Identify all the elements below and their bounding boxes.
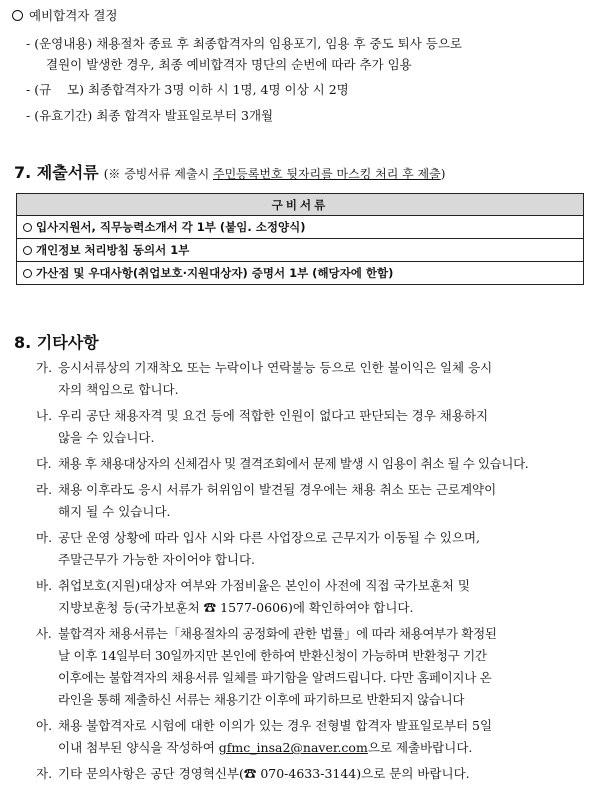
reserve-line-text: 결원이 발생한 경우, 최종 예비합격자 명단의 순번에 따라 추가 임용 — [46, 57, 412, 72]
list-item: 아. 채용 불합격자로 시험에 대한 이의가 있는 경우 전형별 합격자 발표일로부터 5일 — [36, 718, 493, 733]
circle-bullet-icon — [23, 269, 32, 278]
list-item: 나. 우리 공단 채용자격 및 요건 등에 적합한 인원이 없다고 판단되는 경우 채용하지 — [36, 408, 489, 423]
list-item: 사. 불합격자 채용서류는「채용절차의 공정화에 관한 법률」에 따라 채용여부가 확정된 — [36, 626, 497, 641]
list-item: 마. 공단 운영 상황에 따라 입사 시와 다른 사업장으로 근무지가 이동될 수 있으며, — [36, 530, 481, 545]
circle-bullet-icon — [12, 10, 23, 21]
table-row: 입사지원서, 직무능력소개서 각 1부 (붙임. 소정양식) — [17, 216, 584, 239]
list-item: 라. 채용 이후라도 응시 서류가 허위임이 발견될 경우에는 채용 취소 또는 근로계약이 — [36, 482, 497, 497]
table-row: 가산점 및 우대사항(취업보호·지원대상자) 증명서 1부 (해당자에 한함) — [17, 262, 584, 285]
email-link[interactable]: gfmc_insa2@naver.com — [218, 740, 368, 755]
list-item-cont: 않을 수 있습니다. — [58, 430, 155, 445]
reserve-line-text: 채용절차 종료 후 최종합격자의 임용포기, 임용 후 중도 퇴사 등으로 — [96, 36, 463, 51]
list-item: 다. 채용 후 채용대상자의 신체검사 및 결격조회에서 문제 발생 시 임용이 취소 될 수 있습니다. — [36, 456, 529, 471]
section8-title: 8. 기타사항 — [14, 333, 99, 352]
section7-heading — [14, 160, 445, 183]
circle-bullet-icon — [23, 223, 32, 232]
list-item-cont: 주말근무가 가능한 자이어야 합니다. — [58, 552, 256, 567]
reserve-line-text: 최종합격자가 3명 이하 시 1명, 4명 이상 시 2명 — [87, 82, 349, 97]
reserve-line — [26, 34, 462, 54]
table-header: 구비서류 — [17, 194, 584, 216]
list-item-cont: 자의 책임으로 합니다. — [58, 382, 179, 397]
section7-title: 7. 제출서류 — [14, 163, 99, 182]
section7-note: (※ 증빙서류 제출시 주민등록번호 뒷자리를 마스킹 처리 후 제출) — [103, 167, 446, 181]
reserve-line-text: 최종 합격자 발표일로부터 3개월 — [96, 108, 274, 123]
list-item-cont: 날 이후 14일부터 30일까지만 본인에 한하여 반환신청이 가능하며 반환청구 기간 — [58, 648, 487, 663]
list-item-cont: 라인을 통해 제출하신 서류는 채용기간 이후에 파기하므로 반환되지 않습니다 — [58, 692, 465, 707]
reserve-line-label: - (유효기간) — [26, 108, 93, 123]
reserve-line-label: - (규 모) — [26, 82, 84, 97]
list-item-cont: 해지 될 수 있습니다. — [58, 504, 171, 519]
section8-list — [36, 357, 528, 785]
list-item-cont: 이내 첨부된 양식을 작성하여 gfmc_insa2@naver.com으로 제출바랍니다. — [58, 740, 473, 755]
reserve-line — [26, 80, 349, 100]
list-item: 바. 취업보호(지원)대상자 여부와 가점비율은 본인이 사전에 직접 국가보훈처 및 — [36, 578, 470, 593]
reserve-title-row — [12, 6, 118, 26]
list-item-cont: 이후에는 불합격자의 채용서류 일체를 파기함을 알려드립니다. 다만 홈페이지나 온 — [58, 670, 492, 685]
list-item: 가. 응시서류상의 기재착오 또는 누락이나 연락불능 등으로 인한 불이익은 일체 응시 — [36, 360, 493, 375]
reserve-title: 예비합격자 결정 — [29, 8, 118, 23]
circle-bullet-icon — [23, 246, 32, 255]
list-item-cont: 지방보훈청 등(국가보훈처 ☎ 1577-0606)에 확인하여야 합니다. — [58, 600, 414, 615]
list-item: 자. 기타 문의사항은 공단 경영혁신부(☎ 070-4633-3144)으로 문의 바랍니다. — [36, 766, 470, 781]
reserve-line-label: - (운영내용) — [26, 36, 93, 51]
required-documents-table — [16, 193, 584, 285]
reserve-line — [26, 106, 273, 126]
reserve-line — [46, 55, 412, 75]
table-row: 개인정보 처리방침 동의서 1부 — [17, 239, 584, 262]
